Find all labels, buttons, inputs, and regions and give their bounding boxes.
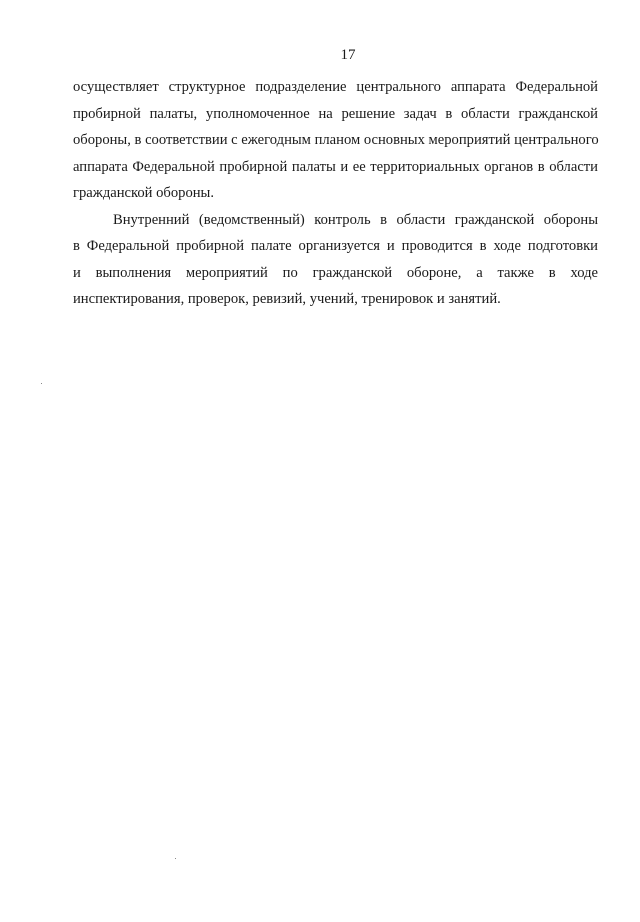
paragraph-line: в Федеральной пробирной палате организуется и проводится в ходе подготовки	[73, 238, 598, 254]
paragraph-1	[73, 74, 598, 207]
paragraph-2	[73, 207, 598, 313]
paragraph-line: осуществляет структурное подразделение центрального аппарата Федеральной	[73, 79, 598, 95]
paragraph-line: обороны, в соответствии с ежегодным планом основных мероприятий центрального	[73, 132, 599, 148]
paragraph-line: гражданской обороны.	[73, 185, 215, 201]
paragraph-line: Внутренний (ведомственный) контроль в области гражданской обороны	[113, 211, 598, 228]
page-number: 17	[340, 47, 356, 63]
paragraph-line: аппарата Федеральной пробирной палаты и ее территориальных органов в области	[73, 158, 598, 175]
paragraph-line: инспектирования, проверок, ревизий, учений, тренировок и занятий.	[73, 291, 501, 307]
scan-speck	[175, 858, 176, 859]
scan-speck	[41, 383, 42, 384]
paragraph-line: пробирной палаты, уполномоченное на решение задач в области гражданской	[73, 105, 598, 122]
document-body	[73, 74, 598, 313]
paragraph-line: и выполнения мероприятий по гражданской обороне, а также в ходе	[73, 264, 598, 281]
